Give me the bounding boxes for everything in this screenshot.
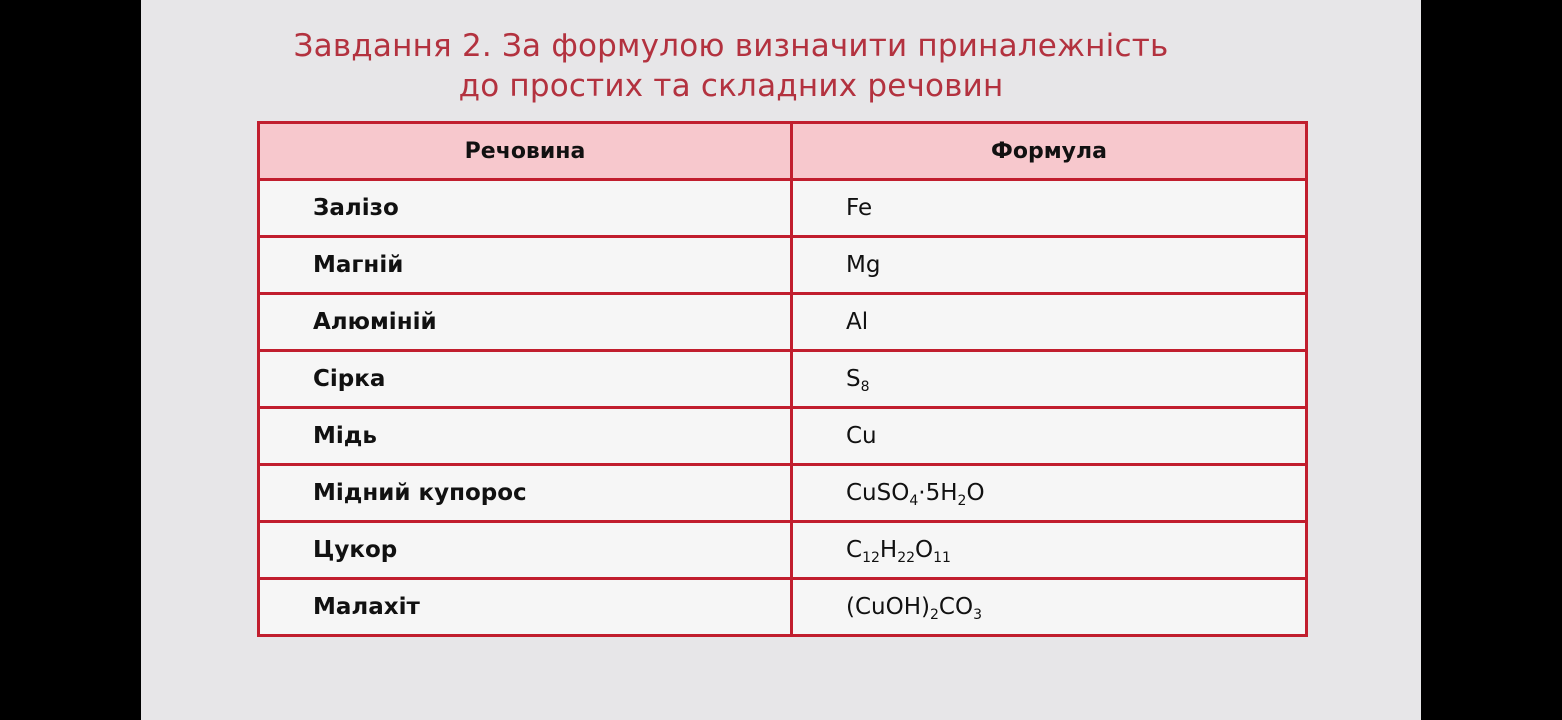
formula-part: ·5H <box>918 480 958 506</box>
header-formula: Формула <box>792 123 1307 180</box>
formula-part: Fe <box>846 195 873 221</box>
slide <box>141 0 1421 720</box>
substance-formula <box>792 351 1307 408</box>
formula-subscript: 8 <box>860 379 870 395</box>
formula-part: Al <box>846 309 869 335</box>
formula-part: CuSO <box>846 480 910 506</box>
substance-name: Сірка <box>259 351 792 408</box>
table-row <box>259 465 1307 522</box>
formula-subscript: 4 <box>909 493 919 509</box>
substance-name: Магній <box>259 237 792 294</box>
title-line-2: до простих та складних речовин <box>458 68 1004 104</box>
substance-formula <box>792 465 1307 522</box>
formula-part: H <box>879 537 898 563</box>
table-header-row <box>259 123 1307 180</box>
substance-formula <box>792 408 1307 465</box>
formula-subscript: 2 <box>957 493 967 509</box>
formula-part: S <box>846 366 861 392</box>
formula-part: O <box>915 537 934 563</box>
formula-subscript: 3 <box>973 607 982 623</box>
formula-part: (CuOH) <box>846 594 930 620</box>
formula-subscript: 2 <box>929 607 939 623</box>
substance-formula <box>792 579 1307 636</box>
table-row <box>259 180 1307 237</box>
formula-subscript: 12 <box>862 550 880 566</box>
substance-name: Цукор <box>259 522 792 579</box>
substance-name: Мідь <box>259 408 792 465</box>
formula-part: Mg <box>846 252 881 278</box>
substance-name: Малахіт <box>259 579 792 636</box>
table-row <box>259 237 1307 294</box>
substance-name: Мідний купорос <box>259 465 792 522</box>
substance-formula <box>792 294 1307 351</box>
substance-formula <box>792 237 1307 294</box>
title-line-1: Завдання 2. За формулою визначити приналежність <box>293 28 1169 64</box>
substance-name: Алюміній <box>259 294 792 351</box>
table-row <box>259 408 1307 465</box>
formula-part: CO <box>938 594 974 620</box>
formula-part: O <box>966 480 985 506</box>
formula-subscript: 22 <box>897 550 916 566</box>
table-row <box>259 351 1307 408</box>
table-row <box>259 294 1307 351</box>
table-row <box>259 522 1307 579</box>
substance-formula <box>792 180 1307 237</box>
substances-table <box>257 121 1308 637</box>
formula-part: Cu <box>846 423 877 449</box>
substance-name: Залізо <box>259 180 792 237</box>
header-substance: Речовина <box>259 123 792 180</box>
substance-formula <box>792 522 1307 579</box>
slide-title <box>141 26 1321 106</box>
table-row <box>259 579 1307 636</box>
formula-part: C <box>846 537 863 563</box>
formula-subscript: 11 <box>933 550 951 566</box>
table-body <box>259 180 1307 636</box>
